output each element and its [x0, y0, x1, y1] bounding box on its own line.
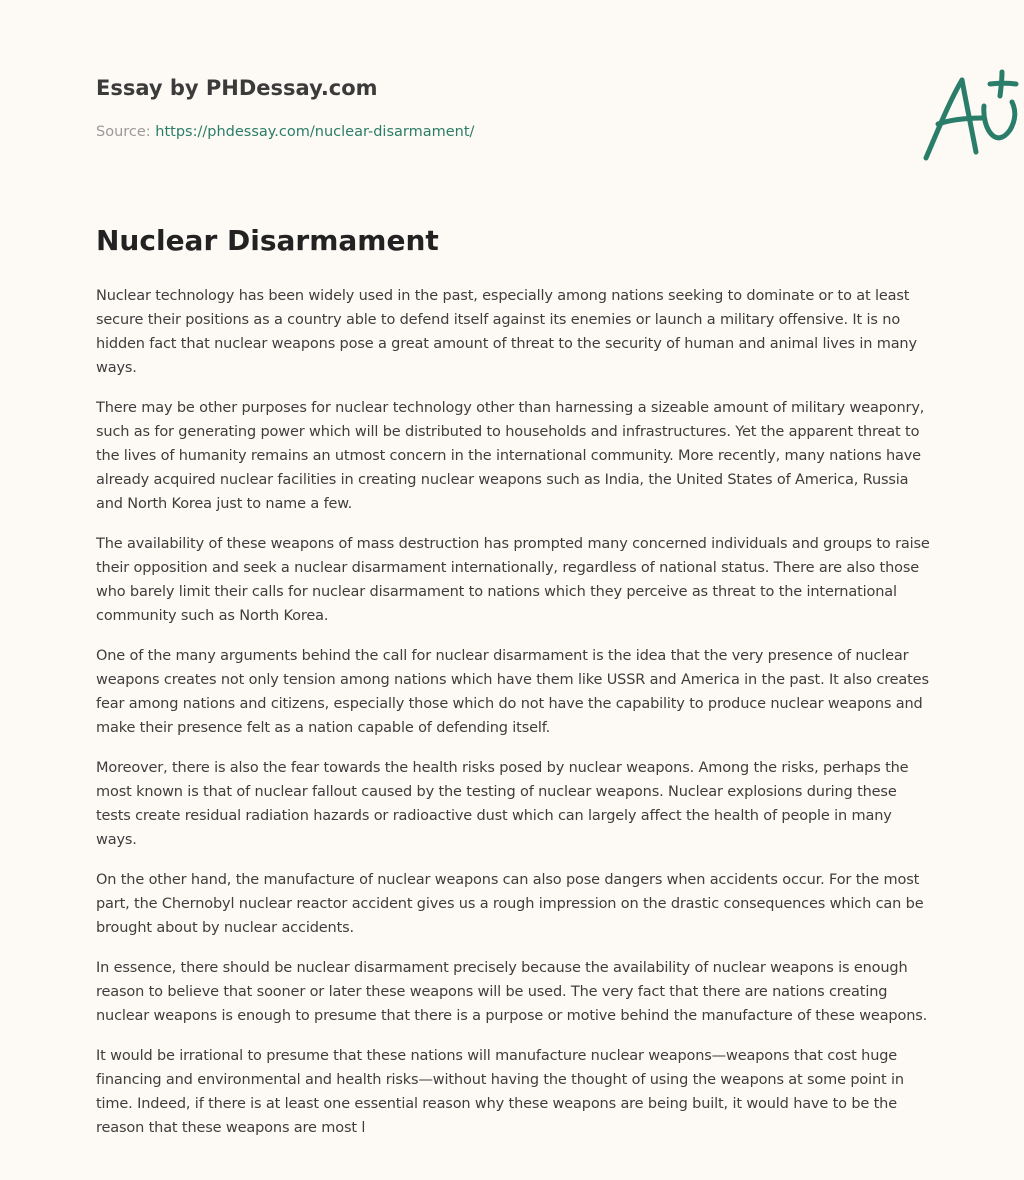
essay-paragraph: On the other hand, the manufacture of nuclear weapons can also pose dangers when accidents occur. For the most part, the Chernobyl nuclear reactor accident gives us a rough impression on the drastic consequences which can be brought about by nuclear accidents. — [96, 872, 924, 936]
essay-paragraph: It would be irrational to presume that these nations will manufacture nuclear weapons—weapons that cost huge financing and environmental and health risks—without having the thought of using the weapons at some point in time. Indeed, if there is at least one essential reason why these weapons are being built, it would have to be the reason that these weapons are most l — [96, 1048, 904, 1136]
essay-title: Nuclear Disarmament — [96, 224, 439, 257]
source-link[interactable]: https://phdessay.com/nuclear-disarmament/ — [155, 124, 475, 140]
source-label: Source: — [96, 124, 156, 140]
essay-paragraph: In essence, there should be nuclear disarmament precisely because the availability of nuclear weapons is enough reason to believe that sooner or later these weapons will be used. The very fact that there are nations creating nuclear weapons is enough to presume that there is a purpose or motive behind the manufacture of these weapons. — [96, 960, 928, 1024]
essay-paragraph: Nuclear technology has been widely used in the past, especially among nations seeking to dominate or to at least secure their positions as a country able to defend itself against its enemies or launch a military offensive. It is no hidden fact that nuclear weapons pose a great amount of threat to the security of human and animal lives in many ways. — [96, 288, 917, 376]
essay-body — [96, 284, 932, 1156]
source-line — [96, 124, 474, 140]
site-brand: Essay by PHDessay.com — [96, 76, 378, 100]
a-plus-logo-icon — [916, 66, 1024, 166]
essay-paragraph: Moreover, there is also the fear towards the health risks posed by nuclear weapons. Among the risks, perhaps the most known is that of nuclear fallout caused by the testing of nuclear weapons. Nuclear explosions during these tests create residual radiation hazards or radioactive dust which can largely affect the health of people in many ways. — [96, 760, 909, 848]
essay-paragraph: There may be other purposes for nuclear technology other than harnessing a sizeable amount of military weaponry, such as for generating power which will be distributed to households and infrastructures. Yet the apparent threat to the lives of humanity remains an utmost concern in the international community. More recently, many nations have already acquired nuclear facilities in creating nuclear weapons such as India, the United States of America, Russia and North Korea just to name a few. — [96, 400, 925, 512]
essay-paragraph: One of the many arguments behind the call for nuclear disarmament is the idea that the very presence of nuclear weapons creates not only tension among nations which have them like USSR and America in the past. It also creates fear among nations and citizens, especially those which do not have the capability to produce nuclear weapons and make their presence felt as a nation capable of defending itself. — [96, 648, 929, 736]
essay-paragraph: The availability of these weapons of mass destruction has prompted many concerned individuals and groups to raise their opposition and seek a nuclear disarmament internationally, regardless of national status. There are also those who barely limit their calls for nuclear disarmament to nations which they perceive as threat to the international community such as North Korea. — [96, 536, 930, 624]
